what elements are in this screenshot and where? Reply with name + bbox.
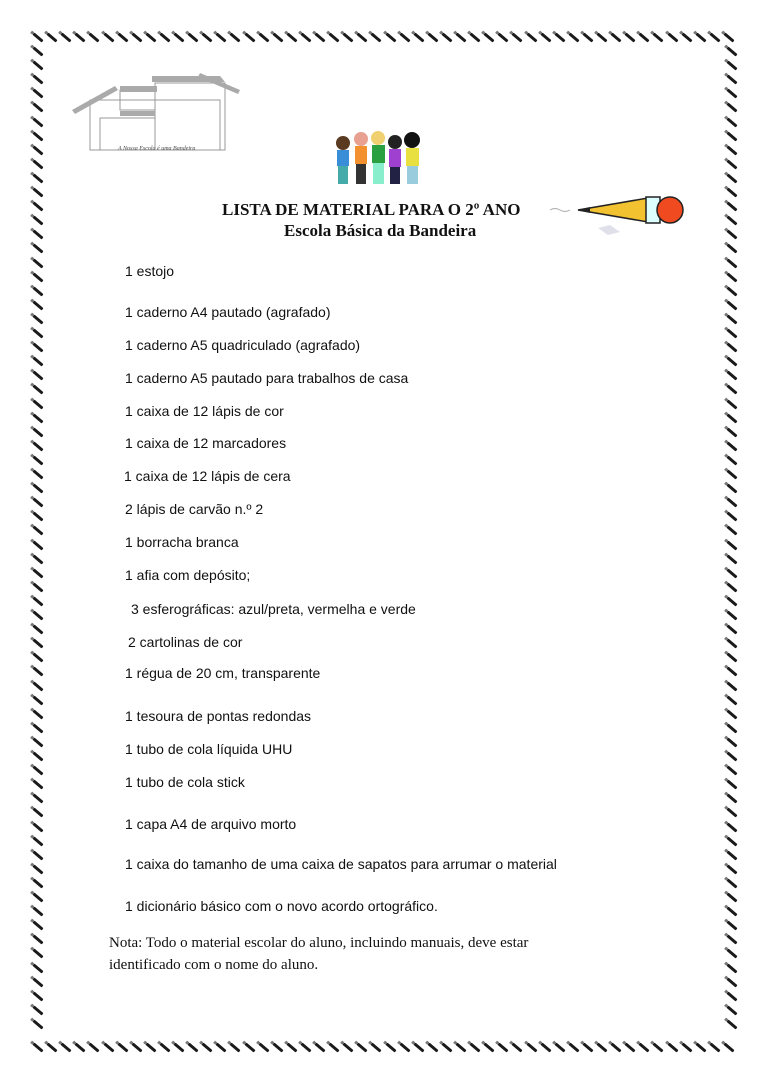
border-pencil-icon [32, 921, 43, 931]
border-pencil-icon [726, 625, 737, 635]
border-pencil-icon [498, 1042, 509, 1052]
border-pencil-icon [32, 751, 43, 761]
border-pencil-icon [441, 1042, 452, 1052]
border-pencil-icon [32, 32, 43, 42]
pencil-icon [548, 190, 688, 240]
border-pencil-icon [32, 977, 43, 987]
border-pencil-icon [399, 32, 410, 42]
border-pencil-icon [32, 103, 43, 113]
border-pencil-icon [32, 75, 43, 85]
border-pencil-icon [32, 610, 43, 620]
border-pencil-icon [568, 32, 579, 42]
list-item: 1 caixa de 12 marcadores [125, 435, 287, 451]
border-pencil-icon [726, 286, 737, 296]
border-pencil-icon [726, 949, 737, 959]
border-pencil-icon [32, 808, 43, 818]
border-pencil-icon [726, 385, 737, 395]
list-item: 1 caixa de 12 lápis de cor [125, 403, 284, 419]
border-pencil-icon [286, 32, 297, 42]
border-pencil-icon [32, 625, 43, 635]
border-pencil-icon [32, 794, 43, 804]
border-pencil-icon [314, 32, 325, 42]
border-pencil-icon [726, 822, 737, 832]
border-pencil-icon [726, 850, 737, 860]
border-pencil-icon [554, 32, 565, 42]
border-pencil-icon [726, 399, 737, 409]
border-pencil-icon [188, 32, 199, 42]
list-item: 1 estojo [125, 263, 175, 279]
border-pencil-icon [726, 441, 737, 451]
border-pencil-icon [726, 469, 737, 479]
border-pencil-icon [75, 1042, 86, 1052]
border-pencil-icon [300, 1042, 311, 1052]
border-pencil-icon [32, 371, 43, 381]
border-pencil-icon [286, 1042, 297, 1052]
border-pencil-icon [726, 568, 737, 578]
border-pencil-icon [216, 1042, 227, 1052]
border-pencil-icon [32, 230, 43, 240]
border-pencil-icon [540, 1042, 551, 1052]
border-pencil-icon [314, 1042, 325, 1052]
border-pencil-icon [258, 1042, 269, 1052]
border-pencil-icon [726, 794, 737, 804]
border-pencil-icon [32, 441, 43, 451]
border-pencil-icon [726, 935, 737, 945]
border-pencil-icon [32, 963, 43, 973]
border-pencil-icon [726, 89, 737, 99]
border-pencil-icon [726, 145, 737, 155]
border-pencil-icon [726, 159, 737, 169]
border-pencil-icon [625, 1042, 636, 1052]
border-pencil-icon [89, 1042, 100, 1052]
border-pencil-icon [726, 103, 737, 113]
border-pencil-icon [726, 300, 737, 310]
border-pencil-icon [723, 1042, 734, 1052]
border-pencil-icon [726, 681, 737, 691]
border-pencil-icon [726, 202, 737, 212]
border-pencil-icon [89, 32, 100, 42]
border-pencil-icon [32, 766, 43, 776]
border-pencil-icon [32, 300, 43, 310]
border-pencil-icon [611, 32, 622, 42]
border-pencil-icon [726, 526, 737, 536]
border-pencil-icon [611, 1042, 622, 1052]
border-pencil-icon [173, 32, 184, 42]
border-pencil-icon [695, 1042, 706, 1052]
border-pencil-icon [726, 808, 737, 818]
border-pencil-icon [272, 1042, 283, 1052]
border-pencil-icon [554, 1042, 565, 1052]
border-pencil-icon [32, 455, 43, 465]
border-pencil-icon [726, 244, 737, 254]
border-pencil-icon [202, 1042, 213, 1052]
border-pencil-icon [568, 1042, 579, 1052]
border-pencil-icon [329, 1042, 340, 1052]
border-pencil-icon [300, 32, 311, 42]
list-item: 1 borracha branca [125, 534, 239, 550]
border-pencil-icon [470, 1042, 481, 1052]
note-line-1: Nota: Todo o material escolar do aluno, incluindo manuais, deve estar [109, 935, 529, 951]
border-pencil-icon [343, 32, 354, 42]
border-pencil-icon [726, 455, 737, 465]
list-item: 1 capa A4 de arquivo morto [125, 816, 297, 832]
border-pencil-icon [726, 878, 737, 888]
border-pencil-icon [32, 780, 43, 790]
border-pencil-icon [32, 272, 43, 282]
border-pencil-icon [681, 32, 692, 42]
border-pencil-icon [32, 878, 43, 888]
list-item: 1 régua de 20 cm, transparente [125, 665, 321, 681]
border-pencil-icon [32, 328, 43, 338]
border-pencil-icon [540, 32, 551, 42]
border-pencil-icon [399, 1042, 410, 1052]
border-pencil-icon [726, 963, 737, 973]
border-pencil-icon [258, 32, 269, 42]
border-pencil-icon [32, 709, 43, 719]
border-pencil-icon [512, 32, 523, 42]
border-pencil-icon [131, 1042, 142, 1052]
border-pencil-icon [726, 1005, 737, 1015]
border-pencil-icon [32, 258, 43, 268]
border-pencil-icon [32, 512, 43, 522]
border-pencil-icon [32, 681, 43, 691]
border-pencil-icon [32, 892, 43, 902]
border-pencil-icon [413, 32, 424, 42]
border-pencil-icon [32, 399, 43, 409]
border-pencil-icon [32, 89, 43, 99]
border-pencil-icon [47, 1042, 58, 1052]
list-item: 1 tubo de cola líquida UHU [125, 741, 293, 757]
border-pencil-icon [726, 173, 737, 183]
list-item: 1 caixa de 12 lápis de cera [124, 468, 291, 484]
border-pencil-icon [726, 737, 737, 747]
border-pencil-icon [726, 864, 737, 874]
border-pencil-icon [385, 32, 396, 42]
border-pencil-icon [188, 1042, 199, 1052]
border-pencil-icon [32, 723, 43, 733]
border-pencil-icon [726, 427, 737, 437]
border-pencil-icon [653, 1042, 664, 1052]
border-pencil-icon [726, 1019, 737, 1029]
border-pencil-icon [726, 498, 737, 508]
border-pencil-icon [526, 1042, 537, 1052]
border-pencil-icon [32, 385, 43, 395]
border-pencil-icon [32, 596, 43, 606]
border-pencil-icon [413, 1042, 424, 1052]
border-pencil-icon [726, 46, 737, 56]
border-pencil-icon [32, 202, 43, 212]
list-item: 2 cartolinas de cor [128, 634, 243, 650]
border-pencil-icon [726, 131, 737, 141]
border-pencil-icon [159, 1042, 170, 1052]
border-pencil-icon [726, 610, 737, 620]
border-pencil-icon [596, 1042, 607, 1052]
border-pencil-icon [32, 653, 43, 663]
border-pencil-icon [455, 1042, 466, 1052]
border-pencil-icon [32, 61, 43, 71]
border-pencil-icon [47, 32, 58, 42]
border-pencil-icon [32, 159, 43, 169]
border-pencil-icon [484, 32, 495, 42]
border-pencil-icon [726, 709, 737, 719]
border-pencil-icon [726, 596, 737, 606]
border-pencil-icon [32, 343, 43, 353]
border-pencil-icon [726, 907, 737, 917]
border-pencil-icon [32, 131, 43, 141]
border-pencil-icon [726, 582, 737, 592]
border-pencil-icon [32, 469, 43, 479]
border-pencil-icon [667, 32, 678, 42]
border-pencil-icon [625, 32, 636, 42]
border-pencil-icon [427, 1042, 438, 1052]
border-pencil-icon [32, 935, 43, 945]
list-item: 1 tubo de cola stick [125, 774, 245, 790]
border-pencil-icon [726, 554, 737, 564]
border-pencil-icon [470, 32, 481, 42]
border-pencil-icon [709, 32, 720, 42]
border-pencil-icon [726, 892, 737, 902]
border-pencil-icon [726, 512, 737, 522]
border-pencil-icon [244, 32, 255, 42]
border-pencil-icon [526, 32, 537, 42]
border-pencil-icon [145, 32, 156, 42]
list-item: 1 dicionário básico com o novo acordo ortográfico. [125, 898, 438, 914]
border-pencil-icon [726, 667, 737, 677]
border-pencil-icon [343, 1042, 354, 1052]
border-pencil-icon [32, 568, 43, 578]
border-pencil-icon [32, 737, 43, 747]
border-pencil-icon [484, 1042, 495, 1052]
border-pencil-icon [726, 230, 737, 240]
border-pencil-icon [32, 667, 43, 677]
border-pencil-icon [726, 258, 737, 268]
list-item: 1 tesoura de pontas redondas [125, 708, 312, 724]
border-pencil-icon [695, 32, 706, 42]
border-pencil-icon [244, 1042, 255, 1052]
border-pencil-icon [726, 328, 737, 338]
border-pencil-icon [32, 949, 43, 959]
border-pencil-icon [32, 850, 43, 860]
border-pencil-icon [61, 1042, 72, 1052]
border-pencil-icon [145, 1042, 156, 1052]
border-pencil-icon [726, 413, 737, 423]
border-pencil-icon [173, 1042, 184, 1052]
list-item: 2 lápis de carvão n.º 2 [125, 501, 264, 517]
border-pencil-icon [32, 1019, 43, 1029]
border-pencil-icon [726, 723, 737, 733]
border-pencil-icon [726, 653, 737, 663]
list-item: 1 caixa do tamanho de uma caixa de sapatos para arrumar o material [125, 856, 557, 872]
border-pencil-icon [455, 32, 466, 42]
border-pencil-icon [667, 1042, 678, 1052]
border-pencil-icon [32, 639, 43, 649]
border-pencil-icon [726, 639, 737, 649]
border-pencil-icon [726, 836, 737, 846]
border-pencil-icon [582, 32, 593, 42]
border-pencil-icon [726, 187, 737, 197]
border-pencil-icon [32, 695, 43, 705]
logo-caption: A Nossa Escola é uma Bandeira [118, 146, 196, 152]
border-pencil-icon [32, 187, 43, 197]
border-pencil-icon [371, 1042, 382, 1052]
border-pencil-icon [726, 343, 737, 353]
note-line-2: identificado com o nome do aluno. [109, 957, 319, 973]
border-pencil-icon [385, 1042, 396, 1052]
border-pencil-icon [131, 32, 142, 42]
border-pencil-icon [32, 244, 43, 254]
border-pencil-icon [32, 427, 43, 437]
border-pencil-icon [32, 117, 43, 127]
border-pencil-icon [230, 32, 241, 42]
border-pencil-icon [32, 1042, 43, 1052]
border-pencil-icon [512, 1042, 523, 1052]
border-pencil-icon [653, 32, 664, 42]
border-pencil-icon [32, 145, 43, 155]
border-pencil-icon [639, 1042, 650, 1052]
border-pencil-icon [596, 32, 607, 42]
border-pencil-icon [726, 272, 737, 282]
border-pencil-icon [32, 836, 43, 846]
list-item: 1 afia com depósito; [125, 567, 251, 583]
border-pencil-icon [582, 1042, 593, 1052]
border-pencil-icon [216, 32, 227, 42]
border-pencil-icon [441, 32, 452, 42]
border-pencil-icon [32, 314, 43, 324]
border-pencil-icon [32, 991, 43, 1001]
list-item: 3 esferográficas: azul/preta, vermelha e verde [131, 601, 416, 617]
school-name: Escola Básica da Bandeira [284, 221, 477, 240]
border-pencil-icon [726, 751, 737, 761]
border-pencil-icon [32, 526, 43, 536]
border-pencil-icon [32, 822, 43, 832]
children-illustration [328, 125, 428, 190]
border-pencil-icon [726, 991, 737, 1001]
border-pencil-icon [159, 32, 170, 42]
border-pencil-icon [32, 1005, 43, 1015]
list-item: 1 caderno A5 pautado para trabalhos de casa [125, 370, 409, 386]
border-pencil-icon [371, 32, 382, 42]
border-pencil-icon [726, 766, 737, 776]
border-pencil-icon [723, 32, 734, 42]
border-pencil-icon [726, 977, 737, 987]
border-pencil-icon [117, 1042, 128, 1052]
border-pencil-icon [726, 314, 737, 324]
border-pencil-icon [726, 61, 737, 71]
border-pencil-icon [726, 695, 737, 705]
border-pencil-icon [32, 46, 43, 56]
border-pencil-icon [726, 216, 737, 226]
border-pencil-icon [61, 32, 72, 42]
border-pencil-icon [498, 32, 509, 42]
border-pencil-icon [32, 357, 43, 367]
border-pencil-icon [329, 32, 340, 42]
border-pencil-icon [32, 413, 43, 423]
border-pencil-icon [103, 1042, 114, 1052]
border-pencil-icon [32, 216, 43, 226]
border-pencil-icon [357, 1042, 368, 1052]
list-item: 1 caderno A4 pautado (agrafado) [125, 304, 331, 320]
border-pencil-icon [32, 484, 43, 494]
border-pencil-icon [32, 173, 43, 183]
border-pencil-icon [230, 1042, 241, 1052]
border-pencil-icon [427, 32, 438, 42]
border-pencil-icon [726, 371, 737, 381]
border-pencil-icon [726, 780, 737, 790]
border-pencil-icon [357, 32, 368, 42]
border-pencil-icon [117, 32, 128, 42]
border-pencil-icon [32, 582, 43, 592]
border-pencil-icon [726, 357, 737, 367]
border-pencil-icon [726, 484, 737, 494]
border-pencil-icon [32, 864, 43, 874]
border-pencil-icon [32, 286, 43, 296]
border-pencil-icon [272, 32, 283, 42]
border-pencil-icon [75, 32, 86, 42]
border-pencil-icon [681, 1042, 692, 1052]
border-pencil-icon [32, 907, 43, 917]
border-pencil-icon [726, 117, 737, 127]
border-pencil-icon [639, 32, 650, 42]
border-pencil-icon [32, 554, 43, 564]
border-pencil-icon [32, 540, 43, 550]
border-pencil-icon [103, 32, 114, 42]
list-item: 1 caderno A5 quadriculado (agrafado) [125, 337, 361, 353]
border-pencil-icon [202, 32, 213, 42]
border-pencil-icon [32, 498, 43, 508]
page-title: LISTA DE MATERIAL PARA O 2º ANO [222, 200, 521, 219]
border-pencil-icon [709, 1042, 720, 1052]
border-pencil-icon [726, 921, 737, 931]
border-pencil-icon [726, 75, 737, 85]
border-pencil-icon [726, 540, 737, 550]
